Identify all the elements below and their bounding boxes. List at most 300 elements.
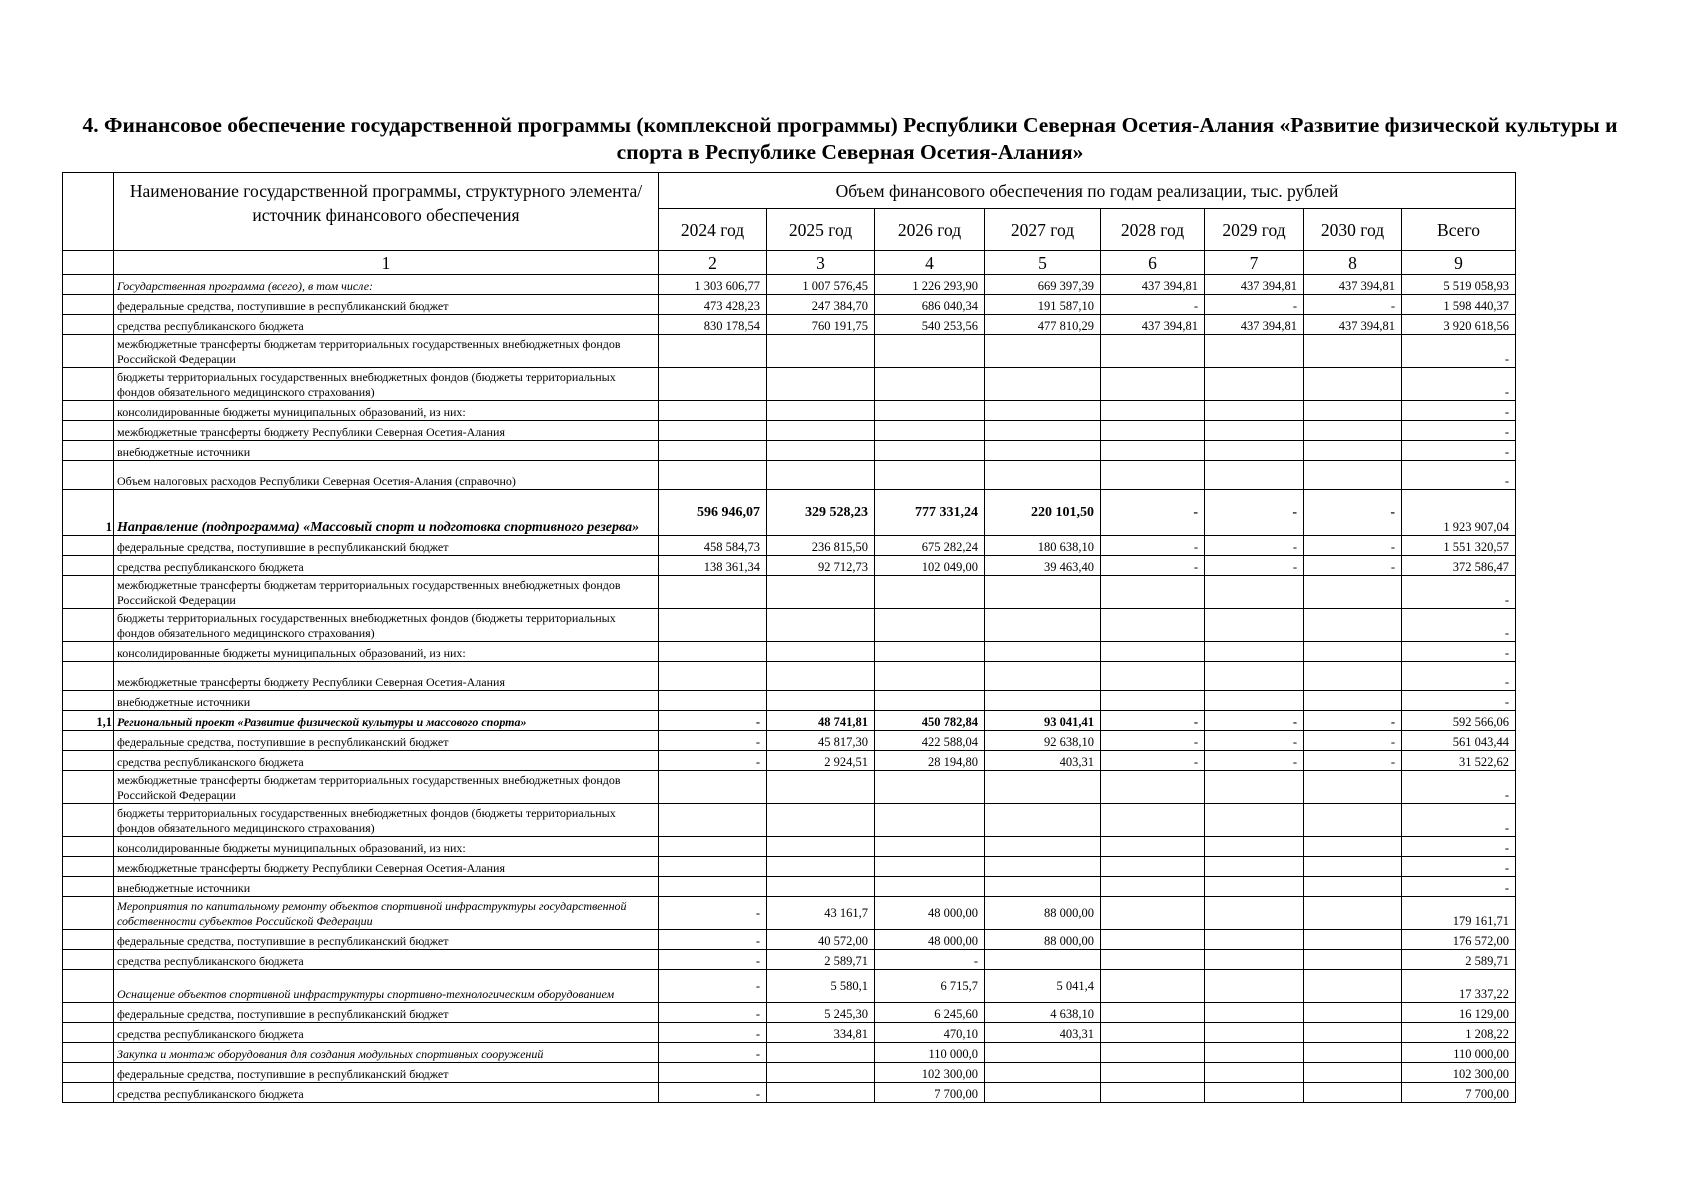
row-label-cell: средства республиканского бюджета [114,315,659,335]
value-cell: - [1205,751,1304,771]
value-cell: - [659,1003,767,1023]
value-cell: - [1402,857,1516,877]
value-cell: - [1101,490,1205,536]
value-cell [767,368,875,401]
table-row [63,1083,1516,1103]
document-title: 4. Финансовое обеспечение государственной программы (комплексной программы) Республики Северная Осетия-Алания «Развитие физической культуры и спорта в Республике Северная Осетия-Алания» [82,113,1618,164]
row-label-cell: федеральные средства, поступившие в республиканский бюджет [114,1003,659,1023]
value-cell: - [1101,731,1205,751]
row-label-cell: консолидированные бюджеты муниципальных образований, из них: [114,642,659,662]
value-cell [1205,691,1304,711]
value-cell [1205,1043,1304,1063]
value-cell: 16 129,00 [1402,1003,1516,1023]
value-cell: - [1402,401,1516,421]
value-cell [767,877,875,897]
value-cell: - [1101,295,1205,315]
value-cell: 176 572,00 [1402,930,1516,950]
value-cell [1205,804,1304,837]
value-cell [1101,771,1205,804]
value-cell [659,609,767,642]
value-cell [1304,691,1402,711]
value-cell: 220 101,50 [985,490,1101,536]
value-cell [1101,837,1205,857]
row-label-cell: федеральные средства, поступившие в республиканский бюджет [114,1063,659,1083]
row-label-cell: внебюджетные источники [114,877,659,897]
row-number-cell [63,335,114,368]
value-cell [985,335,1101,368]
value-cell: 2 589,71 [767,950,875,970]
value-cell [1304,335,1402,368]
value-cell [659,837,767,857]
value-cell [875,857,985,877]
value-cell [1304,368,1402,401]
value-cell: 437 394,81 [1101,275,1205,295]
value-cell [985,642,1101,662]
value-cell: 5 245,30 [767,1003,875,1023]
value-cell [1205,662,1304,691]
value-cell: - [1304,490,1402,536]
value-cell: 191 587,10 [985,295,1101,315]
row-label-cell: Региональный проект «Развитие физической культуры и массового спорта» [114,711,659,731]
value-cell [659,461,767,490]
value-cell: - [1101,536,1205,556]
value-cell: 7 700,00 [875,1083,985,1103]
value-cell [1205,857,1304,877]
value-cell [1205,461,1304,490]
value-cell [985,804,1101,837]
value-cell [1304,441,1402,461]
value-cell [985,857,1101,877]
value-cell [1101,1003,1205,1023]
value-cell: - [1402,576,1516,609]
value-cell [985,877,1101,897]
value-cell: 540 253,56 [875,315,985,335]
value-cell: 88 000,00 [985,897,1101,930]
value-cell: - [1205,731,1304,751]
value-cell [767,421,875,441]
value-cell [875,441,985,461]
value-cell [985,441,1101,461]
value-cell: 470,10 [875,1023,985,1043]
col-number-6: 6 [1101,251,1205,275]
value-cell [1304,662,1402,691]
value-cell [659,576,767,609]
value-cell: - [659,1043,767,1063]
value-cell [875,662,985,691]
value-cell [1205,1063,1304,1083]
value-cell [1205,1023,1304,1043]
row-number-cell [63,1063,114,1083]
value-cell [985,576,1101,609]
row-number-cell [63,1003,114,1023]
table-row [63,642,1516,662]
table-row [63,295,1516,315]
row-number-cell [63,804,114,837]
col-number-8: 8 [1304,251,1402,275]
value-cell: 760 191,75 [767,315,875,335]
col-number-4: 4 [875,251,985,275]
value-cell: 45 817,30 [767,731,875,751]
value-cell: - [1402,771,1516,804]
value-cell: 334,81 [767,1023,875,1043]
row-label-cell: межбюджетные трансферты бюджетам территориальных государственных внебюджетных фондов Российской Федерации [114,576,659,609]
value-cell: - [1402,877,1516,897]
value-cell [659,441,767,461]
value-cell: - [1205,295,1304,315]
table-row [63,691,1516,711]
value-cell: 110 000,00 [1402,1043,1516,1063]
value-cell: 437 394,81 [1205,275,1304,295]
table-row [63,731,1516,751]
row-number-cell [63,771,114,804]
value-cell [1304,897,1402,930]
value-cell [1101,609,1205,642]
value-cell [1304,837,1402,857]
value-cell [1205,1083,1304,1103]
value-cell [985,401,1101,421]
value-cell [875,335,985,368]
value-cell [1205,401,1304,421]
value-cell [985,771,1101,804]
table-row [63,751,1516,771]
row-label-cell: Закупка и монтаж оборудования для создания модульных спортивных сооружений [114,1043,659,1063]
table-row [63,662,1516,691]
value-cell: 437 394,81 [1304,275,1402,295]
value-cell [1101,441,1205,461]
row-label-cell: средства республиканского бюджета [114,1023,659,1043]
value-cell [985,662,1101,691]
value-cell: 458 584,73 [659,536,767,556]
header-year-2029: 2029 год [1205,209,1304,251]
row-number-cell [63,1083,114,1103]
value-cell [767,1083,875,1103]
row-label-cell: консолидированные бюджеты муниципальных образований, из них: [114,401,659,421]
value-cell [985,950,1101,970]
table-row [63,401,1516,421]
value-cell [767,804,875,837]
value-cell: - [1304,731,1402,751]
table-row [63,970,1516,1003]
value-cell: - [659,711,767,731]
value-cell: 450 782,84 [875,711,985,731]
value-cell: 1 598 440,37 [1402,295,1516,315]
value-cell [1205,368,1304,401]
row-label-cell: федеральные средства, поступившие в республиканский бюджет [114,295,659,315]
value-cell [1304,1023,1402,1043]
value-cell [1304,1063,1402,1083]
table-row [63,275,1516,295]
value-cell: 236 815,50 [767,536,875,556]
value-cell: 92 638,10 [985,731,1101,751]
value-cell [1101,970,1205,1003]
table-row [63,930,1516,950]
header-year-2026: 2026 год [875,209,985,251]
value-cell: 1 007 576,45 [767,275,875,295]
value-cell: 1 923 907,04 [1402,490,1516,536]
table-row [63,315,1516,335]
value-cell: - [1101,556,1205,576]
row-number-cell [63,930,114,950]
value-cell: 48 000,00 [875,930,985,950]
value-cell: 437 394,81 [1304,315,1402,335]
value-cell [767,401,875,421]
value-cell [767,609,875,642]
table-row [63,556,1516,576]
value-cell: - [1402,609,1516,642]
value-cell: - [1402,642,1516,662]
table-row [63,711,1516,731]
value-cell [1304,877,1402,897]
value-cell [875,771,985,804]
value-cell [1101,857,1205,877]
col-number-blank [63,251,114,275]
value-cell [1101,368,1205,401]
value-cell [1205,1003,1304,1023]
value-cell [767,857,875,877]
value-cell: - [1402,461,1516,490]
row-number-cell [63,837,114,857]
row-label-cell: бюджеты территориальных государственных внебюджетных фондов (бюджеты территориальных фондов обязательного медицинского страхования) [114,368,659,401]
value-cell [985,1083,1101,1103]
row-number-cell [63,642,114,662]
row-number-cell [63,662,114,691]
row-number-cell [63,970,114,1003]
value-cell [985,837,1101,857]
value-cell: - [1304,711,1402,731]
row-number-cell [63,857,114,877]
value-cell [767,576,875,609]
value-cell [767,1063,875,1083]
value-cell: - [1402,662,1516,691]
value-cell [1304,857,1402,877]
value-cell [659,642,767,662]
value-cell [1304,1083,1402,1103]
value-cell: 6 245,60 [875,1003,985,1023]
header-volume-cell: Объем финансового обеспечения по годам реализации, тыс. рублей [659,173,1516,209]
value-cell [1304,609,1402,642]
table-row [63,804,1516,837]
value-cell: - [1304,536,1402,556]
row-label-cell: федеральные средства, поступившие в республиканский бюджет [114,536,659,556]
row-number-cell [63,368,114,401]
table-row [63,576,1516,609]
col-number-2: 2 [659,251,767,275]
value-cell [1304,642,1402,662]
value-cell [1304,771,1402,804]
value-cell [659,421,767,441]
value-cell [767,461,875,490]
value-cell [1205,642,1304,662]
value-cell [1101,576,1205,609]
value-cell: 28 194,80 [875,751,985,771]
value-cell: 477 810,29 [985,315,1101,335]
row-label-cell: бюджеты территориальных государственных внебюджетных фондов (бюджеты территориальных фондов обязательного медицинского страхования) [114,609,659,642]
col-number-3: 3 [767,251,875,275]
value-cell: 686 040,34 [875,295,985,315]
value-cell [659,691,767,711]
value-cell [1101,642,1205,662]
col-number-5: 5 [985,251,1101,275]
value-cell: - [659,731,767,751]
value-cell: - [1205,536,1304,556]
value-cell: 422 588,04 [875,731,985,751]
value-cell: 17 337,22 [1402,970,1516,1003]
value-cell [875,368,985,401]
value-cell [1304,1043,1402,1063]
value-cell: 437 394,81 [1101,315,1205,335]
table-row [63,490,1516,536]
value-cell: 5 519 058,93 [1402,275,1516,295]
value-cell: 329 528,23 [767,490,875,536]
value-cell [875,837,985,857]
value-cell: 403,31 [985,1023,1101,1043]
row-label-cell: Оснащение объектов спортивной инфраструктуры спортивно-технологическим оборудованием [114,970,659,1003]
row-label-cell: федеральные средства, поступившие в республиканский бюджет [114,731,659,751]
value-cell [985,368,1101,401]
value-cell: 48 741,81 [767,711,875,731]
row-number-cell [63,576,114,609]
table-row [63,441,1516,461]
value-cell [1304,461,1402,490]
row-number-cell: 1,1 [63,711,114,731]
header-year-2025: 2025 год [767,209,875,251]
value-cell: 437 394,81 [1205,315,1304,335]
row-number-cell [63,461,114,490]
value-cell [1304,576,1402,609]
value-cell: 102 300,00 [875,1063,985,1083]
value-cell: 592 566,06 [1402,711,1516,731]
value-cell [875,576,985,609]
row-label-cell: Объем налоговых расходов Республики Северная Осетия-Алания (справочно) [114,461,659,490]
value-cell [659,335,767,368]
row-label-cell: межбюджетные трансферты бюджетам территориальных государственных внебюджетных фондов Российской Федерации [114,771,659,804]
value-cell [1205,576,1304,609]
value-cell [875,691,985,711]
value-cell: 110 000,0 [875,1043,985,1063]
row-number-cell [63,731,114,751]
row-number-cell [63,401,114,421]
value-cell [875,609,985,642]
value-cell [1101,691,1205,711]
value-cell [1101,1063,1205,1083]
value-cell [1205,609,1304,642]
value-cell [1101,897,1205,930]
row-number-cell [63,1023,114,1043]
value-cell: 102 300,00 [1402,1063,1516,1083]
header-name-cell: Наименование государственной программы, структурного элемента/источник финансового обеспечения [114,173,659,251]
value-cell: 1 303 606,77 [659,275,767,295]
value-cell: - [659,1023,767,1043]
row-number-cell [63,950,114,970]
value-cell: 93 041,41 [985,711,1101,731]
value-cell: - [1101,751,1205,771]
value-cell: 247 384,70 [767,295,875,315]
value-cell [1304,421,1402,441]
row-number-cell [63,877,114,897]
value-cell [1205,877,1304,897]
value-cell [1205,421,1304,441]
value-cell: - [659,1083,767,1103]
row-number-cell [63,441,114,461]
header-year-2028: 2028 год [1101,209,1205,251]
table-row [63,368,1516,401]
table-row [63,897,1516,930]
row-label-cell: бюджеты территориальных государственных внебюджетных фондов (бюджеты территориальных фондов обязательного медицинского страхования) [114,804,659,837]
value-cell [1101,1043,1205,1063]
column-numbers-row [63,251,1516,275]
value-cell [767,771,875,804]
value-cell: 4 638,10 [985,1003,1101,1023]
value-cell [1101,1083,1205,1103]
row-number-cell [63,536,114,556]
value-cell [985,691,1101,711]
value-cell: 180 638,10 [985,536,1101,556]
value-cell [1304,950,1402,970]
header-year-2024: 2024 год [659,209,767,251]
value-cell: 43 161,7 [767,897,875,930]
value-cell: 1 551 320,57 [1402,536,1516,556]
table-row [63,877,1516,897]
value-cell [767,691,875,711]
row-number-cell [63,295,114,315]
value-cell [875,804,985,837]
value-cell: - [1205,711,1304,731]
row-label-cell: консолидированные бюджеты муниципальных образований, из них: [114,837,659,857]
value-cell: 403,31 [985,751,1101,771]
value-cell [659,877,767,897]
value-cell: 3 920 618,56 [1402,315,1516,335]
value-cell [767,642,875,662]
value-cell [1304,804,1402,837]
row-number-cell [63,556,114,576]
value-cell: 92 712,73 [767,556,875,576]
value-cell [1304,1003,1402,1023]
value-cell [985,609,1101,642]
col-number-9: 9 [1402,251,1516,275]
value-cell [985,421,1101,441]
value-cell [875,401,985,421]
value-cell [659,771,767,804]
value-cell [659,804,767,837]
value-cell: 1 226 293,90 [875,275,985,295]
row-label-cell: межбюджетные трансферты бюджету Республики Северная Осетия-Алания [114,857,659,877]
value-cell [1304,401,1402,421]
value-cell: 138 361,34 [659,556,767,576]
value-cell: 31 522,62 [1402,751,1516,771]
value-cell: 48 000,00 [875,897,985,930]
table-row [63,461,1516,490]
value-cell: 102 049,00 [875,556,985,576]
value-cell [1304,970,1402,1003]
row-label-cell: средства республиканского бюджета [114,751,659,771]
value-cell: - [1402,837,1516,857]
value-cell [1101,950,1205,970]
row-label-cell: внебюджетные источники [114,691,659,711]
value-cell: - [1304,556,1402,576]
row-number-cell [63,275,114,295]
value-cell [1205,335,1304,368]
header-row [63,173,1516,209]
table-row [63,609,1516,642]
value-cell: 7 700,00 [1402,1083,1516,1103]
value-cell: 2 924,51 [767,751,875,771]
table-row [63,857,1516,877]
value-cell: 88 000,00 [985,930,1101,950]
value-cell [1205,441,1304,461]
table-row [63,421,1516,441]
value-cell: - [1402,335,1516,368]
table-row [63,1003,1516,1023]
